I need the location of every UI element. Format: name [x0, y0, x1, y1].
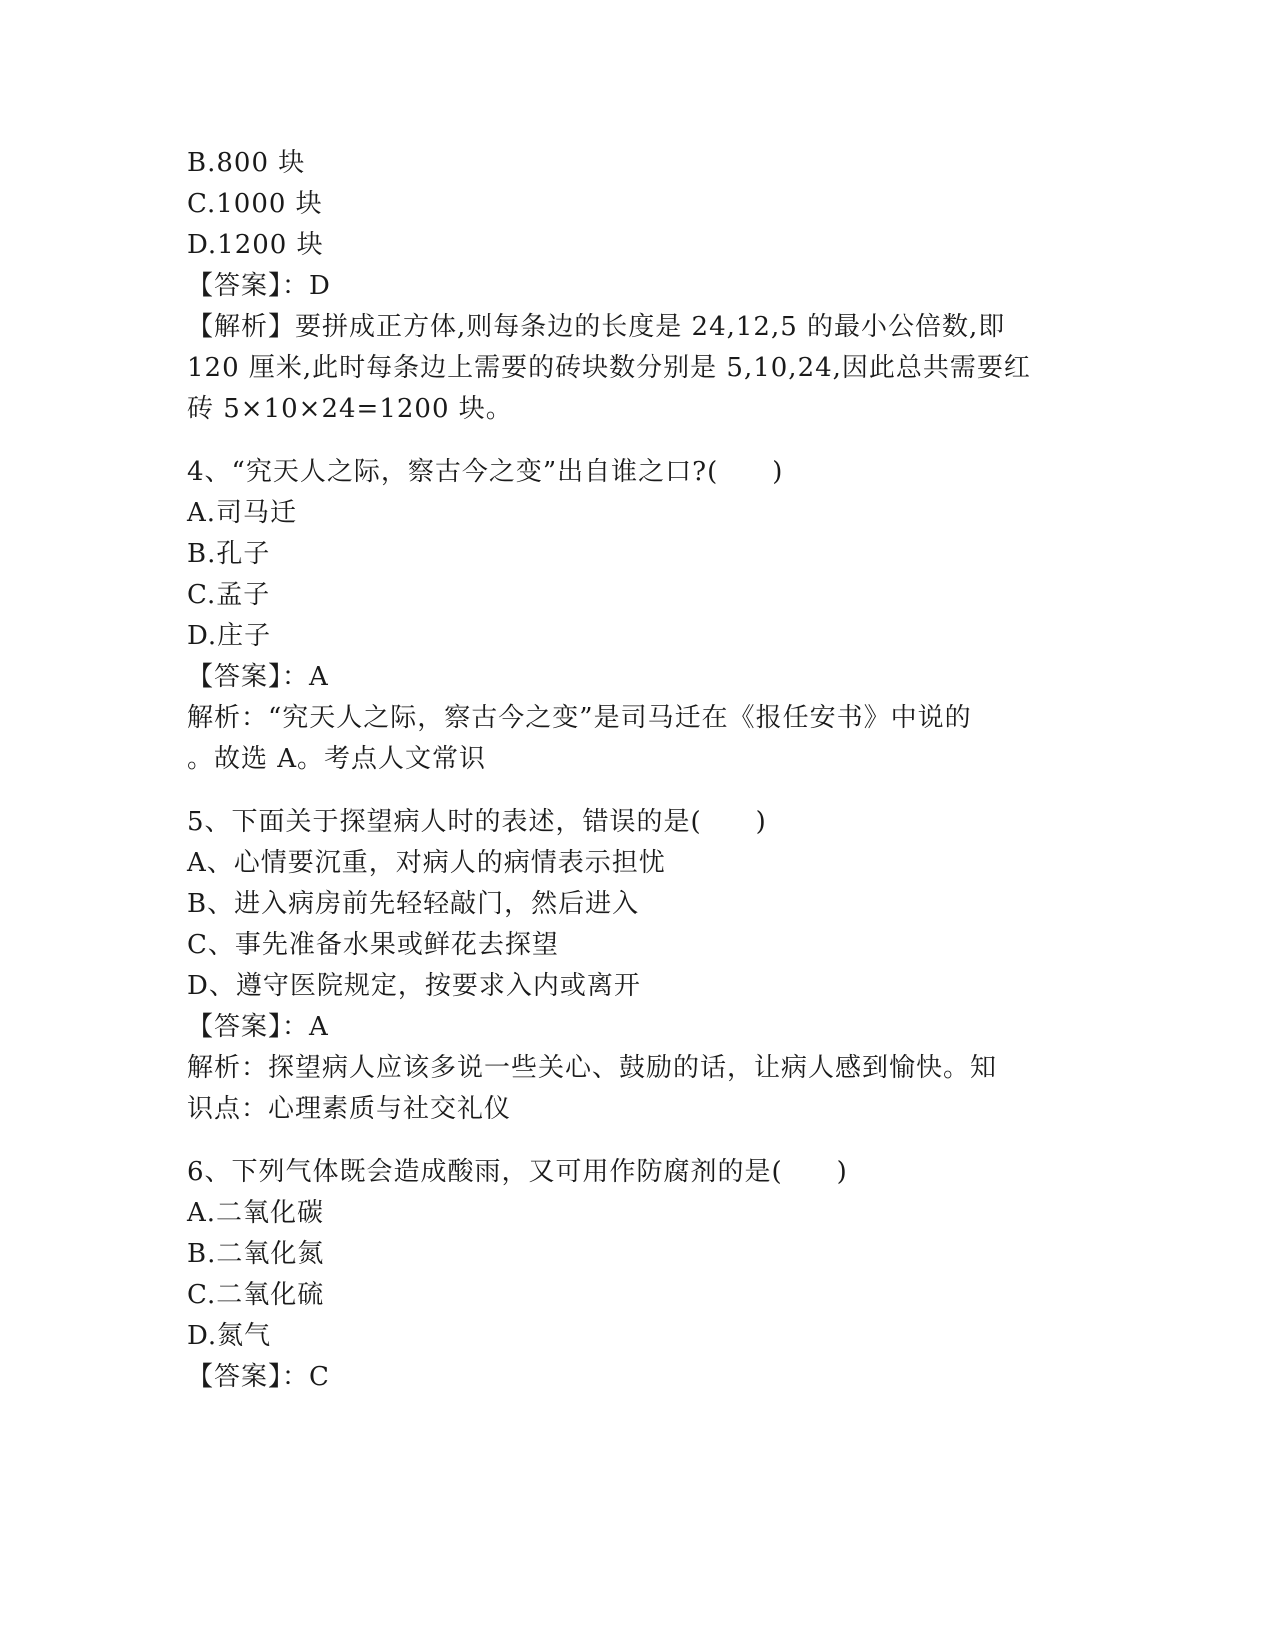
q4-analysis-line-2: 。故选 A。考点人文常识 — [187, 744, 487, 774]
q4-option-a: A.司马迁 — [187, 498, 298, 528]
q5-question: 5、下面关于探望病人时的表述，错误的是( ) — [187, 807, 767, 837]
q3-option-c: C.1000 块 — [187, 189, 323, 219]
q5-analysis-line-2: 识点：心理素质与社交礼仪 — [187, 1094, 512, 1124]
q4-option-d: D.庄子 — [187, 621, 272, 651]
q5-option-c: C、事先准备水果或鲜花去探望 — [187, 930, 559, 960]
q5-option-a: A、心情要沉重，对病人的病情表示担忧 — [187, 848, 666, 878]
q6-option-d: D.氮气 — [187, 1321, 272, 1351]
q4-answer: 【答案】：A — [187, 662, 329, 692]
q6-option-b: B.二氧化氮 — [187, 1239, 325, 1269]
q3-option-b: B.800 块 — [187, 148, 306, 178]
q3-analysis-line-1: 【解析】要拼成正方体,则每条边的长度是 24,12,5 的最小公倍数,即 — [187, 312, 1006, 342]
q3-option-d: D.1200 块 — [187, 230, 324, 260]
q4-option-c: C.孟子 — [187, 580, 271, 610]
q5-option-d: D、遵守医院规定，按要求入内或离开 — [187, 971, 641, 1001]
q6-question: 6、下列气体既会造成酸雨，又可用作防腐剂的是( ) — [187, 1157, 848, 1187]
q3-analysis-line-3: 砖 5×10×24=1200 块。 — [187, 394, 513, 424]
q5-analysis-line-1: 解析：探望病人应该多说一些关心、鼓励的话，让病人感到愉快。知 — [187, 1053, 998, 1083]
q4-question: 4、“究天人之际，察古今之变”出自谁之口?( ) — [187, 457, 784, 487]
q6-option-a: A.二氧化碳 — [187, 1198, 325, 1228]
q6-answer: 【答案】：C — [187, 1362, 330, 1392]
q3-answer: 【答案】：D — [187, 271, 331, 301]
q5-option-b: B、进入病房前先轻轻敲门，然后进入 — [187, 889, 640, 919]
q6-option-c: C.二氧化硫 — [187, 1280, 325, 1310]
q4-option-b: B.孔子 — [187, 539, 271, 569]
q4-analysis-line-1: 解析：“究天人之际，察古今之变”是司马迁在《报任安书》中说的 — [187, 703, 972, 733]
q5-answer: 【答案】：A — [187, 1012, 329, 1042]
q3-analysis-line-2: 120 厘米,此时每条边上需要的砖块数分别是 5,10,24,因此总共需要红 — [187, 353, 1031, 383]
